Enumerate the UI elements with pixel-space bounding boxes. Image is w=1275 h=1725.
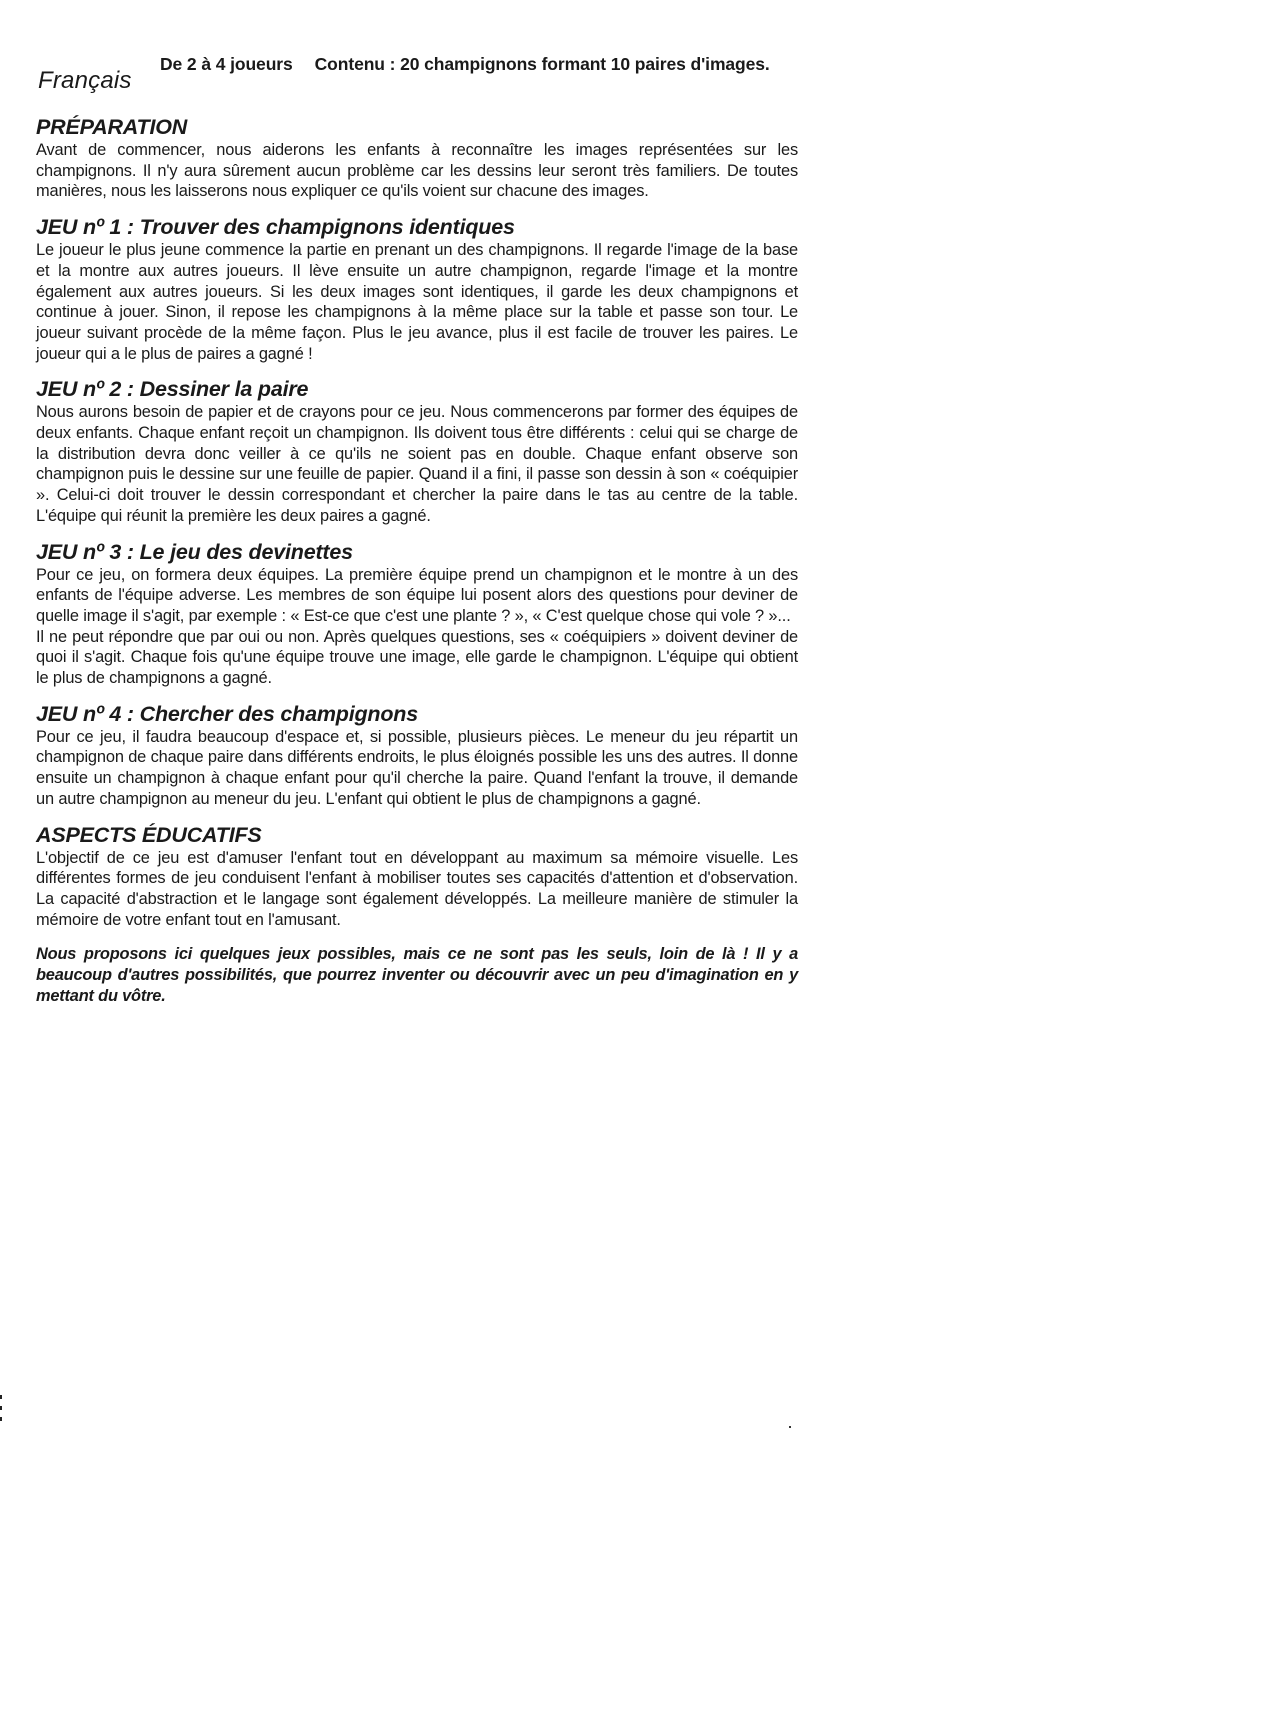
section-paragraph: Pour ce jeu, il faudra beaucoup d'espace et, si possible, plusieurs pièces. Le meneur du jeu répartit un champignon de chaque paire dans différents endroits, le plus éloignés possible les uns des autres. Il donne ensuite un champignon à chaque enfant pour qu'il cherche la paire. Quand l'enfant la trouve, il demande un autre champignon au meneur du jeu. L'enfant qui obtient le plus de champignons a gagné. — [36, 727, 798, 808]
section-game-1 — [36, 214, 798, 364]
section-paragraph: Pour ce jeu, on formera deux équipes. La première équipe prend un champignon et le montre à un des enfants de l'équipe adverse. Les membres de son équipe lui posent alors des questions pour deviner de quelle image il s'agit, par exemple : « Est-ce que c'est une plante ? », « C'est quelque chose qui vole ? »... — [36, 565, 798, 625]
section-title: JEU nº 1 : Trouver des champignons identiques — [36, 215, 515, 240]
section-title: JEU nº 4 : Chercher des champignons — [36, 701, 418, 726]
scan-margin-mark — [0, 1395, 2, 1399]
section-paragraph: Le joueur le plus jeune commence la partie en prenant un des champignons. Il regarde l'image de la base et la montre aux autres joueurs. Il lève ensuite un autre champignon, regarde l'image et la montre également aux autres joueurs. Si les deux images sont identiques, il garde les deux champignons et continue à jouer. Sinon, il repose les champignons à la même place sur la table et passe son tour. Le joueur suivant procède de la même façon. Plus le jeu avance, plus il est facile de trouver les paires. Le joueur qui a le plus de paires a gagné ! — [36, 241, 798, 363]
section-title: PRÉPARATION — [36, 115, 188, 139]
section-educational-aspects — [36, 822, 798, 931]
closing-note: Nous proposons ici quelques jeux possibles, mais ce ne sont pas les seuls, loin de là ! Il y a beaucoup d'autres possibilités, que pourrez inventer ou découvrir avec un peu d'imagination en y mettant du vôtre. — [36, 945, 798, 1005]
scan-speck — [789, 1426, 791, 1428]
section-title: ASPECTS ÉDUCATIFS — [36, 822, 262, 847]
contents-description: Contenu : 20 champignons formant 10 paires d'images. — [314, 54, 770, 74]
section-game-2 — [36, 376, 798, 526]
section-title: JEU nº 3 : Le jeu des devinettes — [36, 539, 353, 564]
section-game-4 — [36, 701, 798, 810]
section-title: JEU nº 2 : Dessiner la paire — [36, 377, 309, 402]
section-game-3 — [36, 539, 798, 689]
rules-content — [36, 114, 798, 1007]
scan-margin-mark — [0, 1406, 2, 1410]
scan-margin-mark — [0, 1417, 2, 1421]
section-preparation — [36, 114, 798, 202]
section-paragraph: Nous aurons besoin de papier et de crayons pour ce jeu. Nous commencerons par former des équipes de deux enfants. Chaque enfant reçoit un champignon. Ils doivent tous être différents : celui qui se charge de la distribution devra donc veiller à ce qu'ils ne soient pas en double. Chaque enfant observe son champignon puis le dessine sur une feuille de papier. Quand il a fini, il passe son dessin à son « coéquipier ». Celui-ci doit trouver le dessin correspondant et chercher la paire dans le tas au centre de la table. L'équipe qui réunit la première les deux paires a gagné. — [36, 403, 798, 525]
section-paragraph: Il ne peut répondre que par oui ou non. Après quelques questions, ses « coéquipiers » doivent deviner de quoi il s'agit. Chaque fois qu'une équipe trouve une image, elle garde le champignon. L'équipe qui obtient le plus de champignons a gagné. — [36, 627, 798, 688]
section-paragraph: Avant de commencer, nous aiderons les enfants à reconnaître les images représentées sur les champignons. Il n'y aura sûrement aucun problème car les dessins leur seront très familiers. De toutes manières, nous les laisserons nous expliquer ce qu'ils voient sur chacune des images. — [36, 141, 798, 201]
language-label: Français — [38, 67, 132, 94]
game-info-header — [160, 54, 770, 75]
section-paragraph: L'objectif de ce jeu est d'amuser l'enfant tout en développant au maximum sa mémoire visuelle. Les différentes formes de jeu conduisent l'enfant à mobiliser toutes ses capacités d'attention et d'observation. La capacité d'abstraction et le langage sont également développés. La meilleure manière de stimuler la mémoire de votre enfant tout en l'amusant. — [36, 848, 798, 929]
players-count: De 2 à 4 joueurs — [160, 54, 293, 74]
